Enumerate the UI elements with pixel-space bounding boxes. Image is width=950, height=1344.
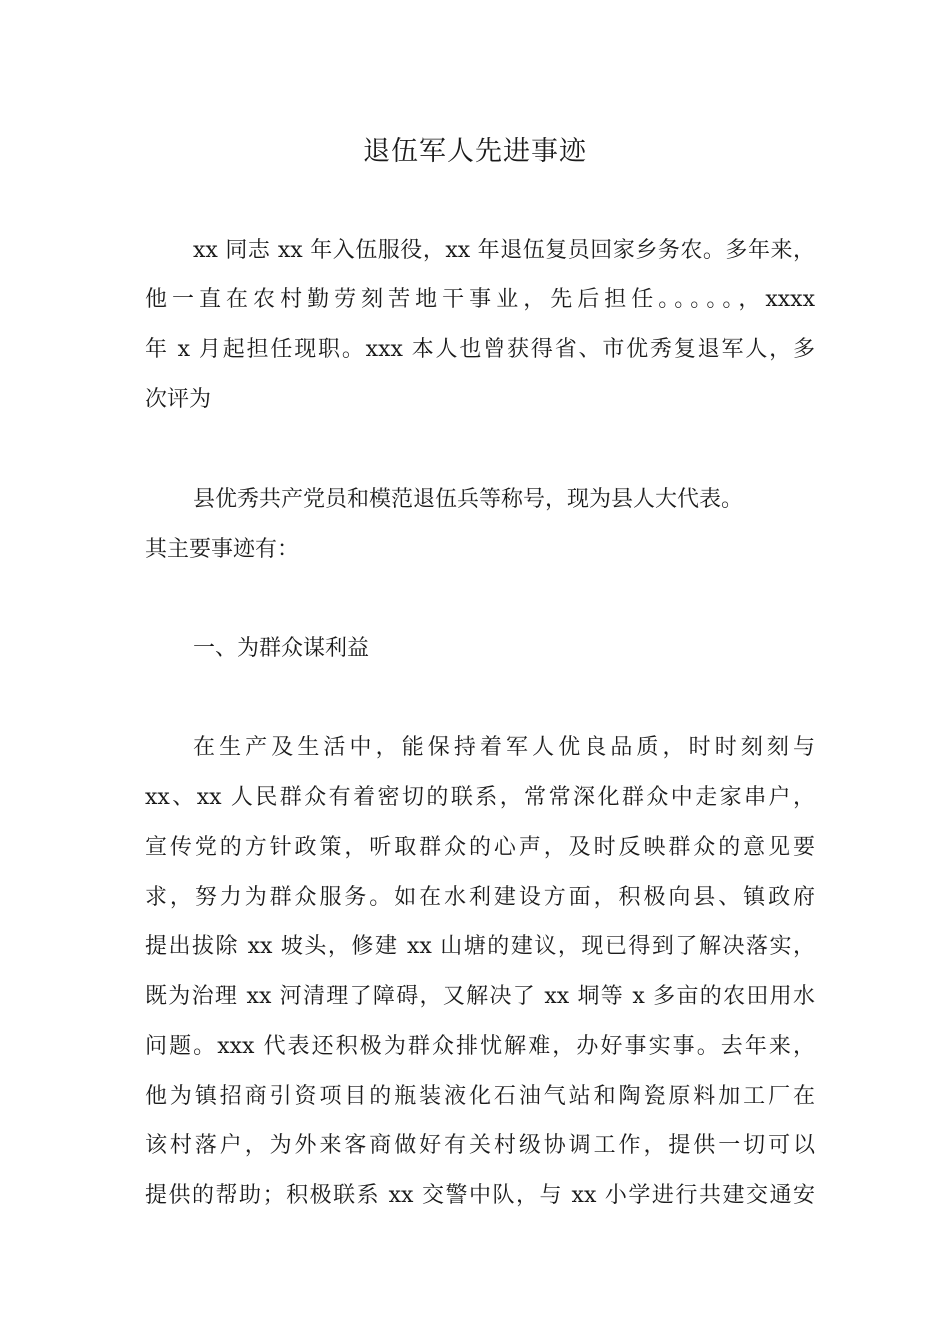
paragraph-3-line-3: 宣传党的方针政策，听取群众的心声，及时反映群众的意见要 [145, 835, 815, 860]
document-title: 退伍军人先进事迹 [363, 136, 587, 167]
paragraph-1-line-1: xx 同志 xx 年入伍服役，xx 年退伍复员回家乡务农。多年来， [193, 238, 815, 263]
section-heading-1: 一、为群众谋利益 [193, 636, 370, 661]
paragraph-3-line-4: 求，努力为群众服务。如在水利建设方面，积极向县、镇政府 [145, 885, 815, 910]
paragraph-3-line-8: 他为镇招商引资项目的瓶装液化石油气站和陶瓷原料加工厂在 [145, 1084, 815, 1109]
paragraph-1-line-4: 次评为 [145, 387, 212, 412]
paragraph-3-line-2: xx、xx 人民群众有着密切的联系，常常深化群众中走家串户， [145, 785, 815, 810]
paragraph-1-line-3: 年 x 月起担任现职。xxx 本人也曾获得省、市优秀复退军人，多 [145, 337, 815, 362]
paragraph-3-line-9: 该村落户，为外来客商做好有关村级协调工作，提供一切可以 [145, 1133, 815, 1158]
paragraph-1-line-2: 他一直在农村勤劳刻苦地干事业，先后担任。。。。。，xxxx [145, 287, 815, 312]
paragraph-3-line-10: 提供的帮助；积极联系 xx 交警中队，与 xx 小学进行共建交通安 [145, 1183, 815, 1208]
paragraph-2-line-1: 县优秀共产党员和模范退伍兵等称号，现为县人大代表。 [193, 487, 744, 512]
paragraph-3-line-6: 既为治理 xx 河清理了障碍，又解决了 xx 垌等 x 多亩的农田用水 [145, 984, 815, 1009]
paragraph-3-line-5: 提出拔除 xx 坡头，修建 xx 山塘的建议，现已得到了解决落实， [145, 934, 815, 959]
paragraph-2-line-2: 其主要事迹有： [145, 537, 300, 562]
paragraph-3-line-1: 在生产及生活中，能保持着军人优良品质，时时刻刻与 [193, 735, 815, 760]
paragraph-3-line-7: 问题。xxx 代表还积极为群众排忧解难，办好事实事。去年来， [145, 1034, 815, 1059]
